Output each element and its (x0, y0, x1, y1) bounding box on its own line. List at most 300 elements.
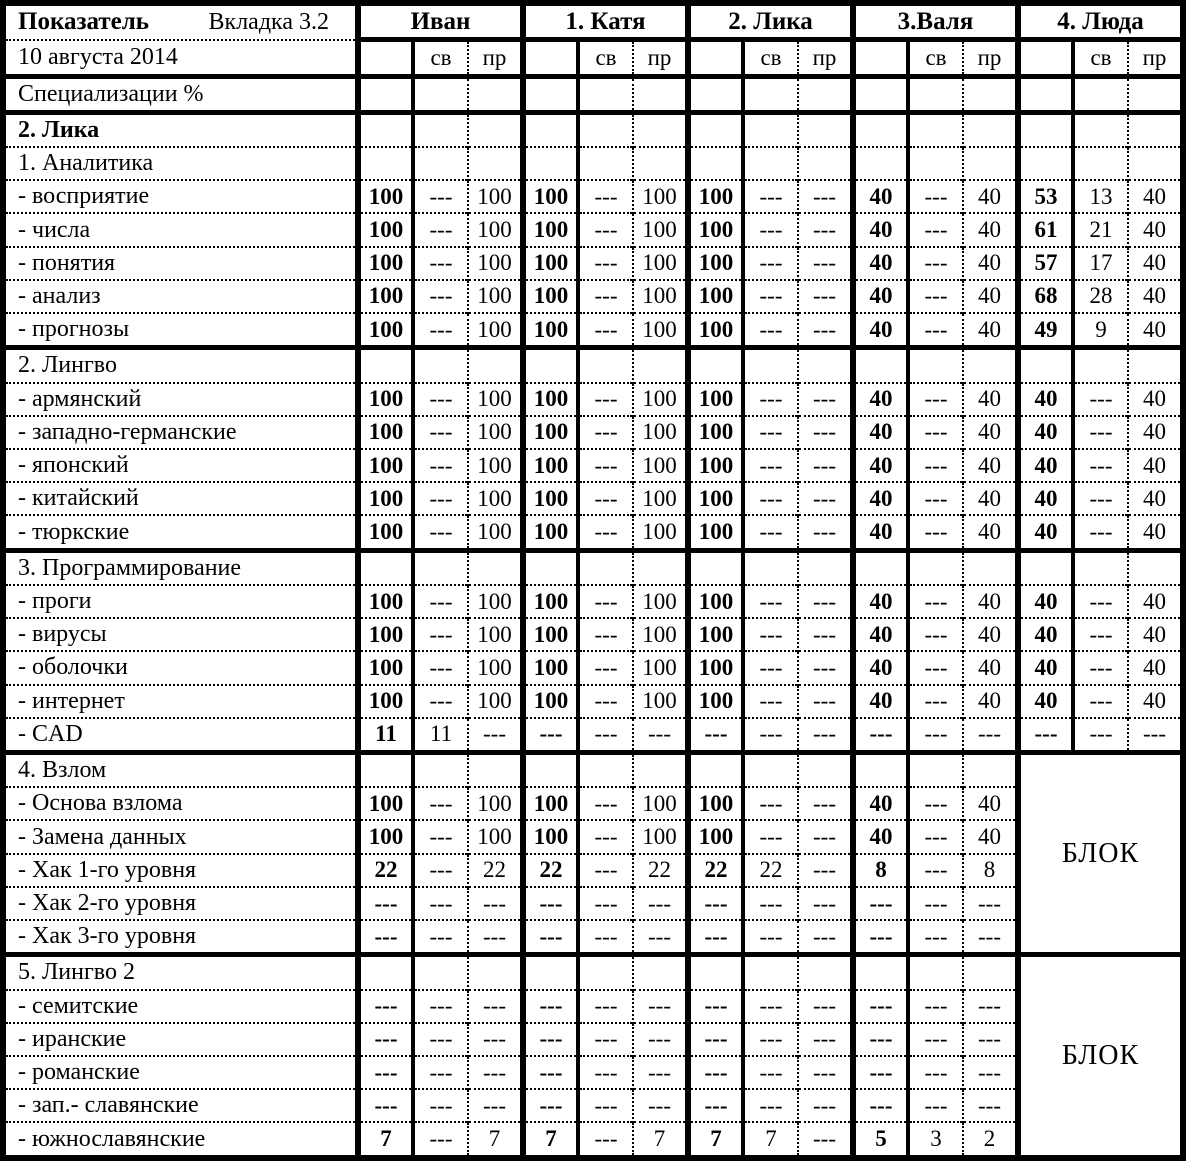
value-cell: --- (908, 990, 963, 1023)
value-cell: 2 (963, 1122, 1018, 1158)
cell (578, 348, 633, 383)
value-cell: --- (743, 180, 798, 213)
value-cell: 40 (853, 247, 908, 280)
value-cell: 100 (358, 213, 413, 246)
value-cell: 40 (853, 515, 908, 550)
value-cell: 40 (853, 313, 908, 348)
cell (743, 753, 798, 788)
cell (413, 550, 468, 585)
value-cell: 40 (1018, 383, 1073, 416)
cell (798, 112, 853, 147)
cell (1128, 76, 1183, 112)
value-cell: --- (908, 280, 963, 313)
value-cell: 100 (468, 515, 523, 550)
value-cell: 40 (853, 651, 908, 684)
specializations-row (3, 76, 1183, 112)
value-cell: --- (798, 482, 853, 515)
value-cell: 100 (688, 313, 743, 348)
value-cell: 100 (523, 515, 578, 550)
value-cell: --- (578, 482, 633, 515)
cell (523, 348, 578, 383)
value-cell: --- (413, 247, 468, 280)
cell (688, 76, 743, 112)
data-row (3, 1089, 1183, 1122)
value-cell: 100 (468, 213, 523, 246)
value-cell: 40 (1018, 618, 1073, 651)
value-cell: --- (798, 787, 853, 820)
value-cell: --- (413, 887, 468, 920)
value-cell: 40 (963, 416, 1018, 449)
value-cell: --- (578, 854, 633, 887)
value-cell: 100 (523, 180, 578, 213)
value-cell: 53 (1018, 180, 1073, 213)
value-cell: 40 (1128, 651, 1183, 684)
cell (523, 112, 578, 147)
value-cell: --- (523, 1056, 578, 1089)
cell (633, 147, 688, 180)
value-cell: --- (853, 920, 908, 955)
value-cell: 40 (1018, 515, 1073, 550)
subcol-main (1018, 40, 1073, 76)
cell (853, 753, 908, 788)
subcol-sv: св (908, 40, 963, 76)
subcol-pr: пр (633, 40, 688, 76)
value-cell: 100 (633, 280, 688, 313)
value-cell: --- (743, 787, 798, 820)
value-cell: --- (633, 887, 688, 920)
value-cell: 21 (1073, 213, 1128, 246)
value-cell: --- (468, 1056, 523, 1089)
value-cell: --- (523, 887, 578, 920)
value-cell: --- (578, 585, 633, 618)
section-title: 4. Взлом (3, 753, 358, 788)
data-row (3, 585, 1183, 618)
value-cell: --- (468, 1089, 523, 1122)
value-cell: --- (798, 685, 853, 718)
value-cell: --- (908, 482, 963, 515)
value-cell: 100 (523, 213, 578, 246)
value-cell: 40 (1128, 618, 1183, 651)
cell (853, 348, 908, 383)
value-cell: --- (743, 280, 798, 313)
value-cell: 100 (633, 313, 688, 348)
value-cell: 40 (853, 383, 908, 416)
value-cell: --- (578, 416, 633, 449)
cell (578, 76, 633, 112)
value-cell: --- (743, 1056, 798, 1089)
value-cell: --- (963, 1023, 1018, 1056)
cell (1018, 76, 1073, 112)
value-cell: --- (798, 1023, 853, 1056)
value-cell: 100 (633, 685, 688, 718)
cell (358, 348, 413, 383)
cell (743, 147, 798, 180)
value-cell: --- (963, 1089, 1018, 1122)
value-cell: --- (413, 854, 468, 887)
value-cell: 7 (468, 1122, 523, 1158)
cell (853, 550, 908, 585)
cell (358, 550, 413, 585)
value-cell: 100 (688, 820, 743, 853)
cell (688, 147, 743, 180)
value-cell: --- (578, 213, 633, 246)
value-cell: --- (908, 854, 963, 887)
value-cell: --- (578, 1056, 633, 1089)
value-cell: 100 (358, 787, 413, 820)
value-cell: 100 (633, 651, 688, 684)
value-cell: 100 (358, 416, 413, 449)
cell (358, 112, 413, 147)
value-cell: 40 (963, 449, 1018, 482)
value-cell: --- (743, 685, 798, 718)
value-cell: --- (688, 1023, 743, 1056)
cell (963, 112, 1018, 147)
value-cell: --- (413, 1122, 468, 1158)
value-cell: --- (908, 449, 963, 482)
cell (413, 76, 468, 112)
value-cell: 100 (523, 787, 578, 820)
value-cell: 7 (688, 1122, 743, 1158)
value-cell: 100 (633, 416, 688, 449)
value-cell: --- (743, 482, 798, 515)
value-cell: --- (413, 515, 468, 550)
value-cell: 13 (1073, 180, 1128, 213)
value-cell: --- (413, 685, 468, 718)
value-cell: 100 (523, 651, 578, 684)
cell (1073, 147, 1128, 180)
value-cell: --- (523, 718, 578, 753)
cell (633, 348, 688, 383)
value-cell: --- (1073, 685, 1128, 718)
cell (908, 753, 963, 788)
value-cell: --- (798, 280, 853, 313)
value-cell: --- (578, 618, 633, 651)
data-row (3, 213, 1183, 246)
row-label: - проги (3, 585, 358, 618)
value-cell: 40 (853, 213, 908, 246)
cell (523, 550, 578, 585)
value-cell: 40 (963, 313, 1018, 348)
value-cell: --- (413, 651, 468, 684)
cell (468, 550, 523, 585)
value-cell: --- (743, 920, 798, 955)
value-cell: 100 (688, 787, 743, 820)
cell (853, 112, 908, 147)
subcol-pr: пр (1128, 40, 1183, 76)
section-title: 5. Лингво 2 (3, 955, 358, 990)
cell (578, 147, 633, 180)
value-cell: 100 (358, 449, 413, 482)
cell (578, 550, 633, 585)
value-cell: --- (908, 1023, 963, 1056)
value-cell: 100 (358, 820, 413, 853)
value-cell: --- (743, 383, 798, 416)
title-cell (3, 3, 358, 40)
value-cell: 8 (963, 854, 1018, 887)
cell (523, 753, 578, 788)
value-cell: --- (578, 247, 633, 280)
cell (798, 76, 853, 112)
value-cell: --- (688, 887, 743, 920)
value-cell: 100 (633, 820, 688, 853)
value-cell: 40 (1128, 313, 1183, 348)
subcol-main (523, 40, 578, 76)
value-cell: --- (578, 1122, 633, 1158)
value-cell: --- (908, 651, 963, 684)
value-cell: --- (798, 1122, 853, 1158)
cell (1018, 550, 1073, 585)
subcol-sv: св (413, 40, 468, 76)
subcol-main (358, 40, 413, 76)
cell (798, 955, 853, 990)
value-cell: 7 (358, 1122, 413, 1158)
cell (523, 147, 578, 180)
row-label: - семитские (3, 990, 358, 1023)
value-cell: 40 (963, 618, 1018, 651)
value-cell: --- (578, 313, 633, 348)
data-row (3, 651, 1183, 684)
value-cell: 100 (688, 213, 743, 246)
row-label: - CAD (3, 718, 358, 753)
cell (358, 147, 413, 180)
value-cell: 5 (853, 1122, 908, 1158)
cell (743, 348, 798, 383)
value-cell: --- (413, 1056, 468, 1089)
value-cell: 40 (1128, 383, 1183, 416)
value-cell: --- (908, 787, 963, 820)
block-cell: БЛОК (1018, 753, 1183, 955)
value-cell: 22 (688, 854, 743, 887)
value-cell: --- (1073, 416, 1128, 449)
value-cell: --- (633, 718, 688, 753)
section-title: 1. Аналитика (3, 147, 358, 180)
value-cell: --- (798, 990, 853, 1023)
cell (908, 112, 963, 147)
cell (798, 348, 853, 383)
cell (963, 348, 1018, 383)
value-cell: --- (908, 887, 963, 920)
value-cell: 40 (1128, 213, 1183, 246)
cell (798, 753, 853, 788)
person-header-lika: 2. Лика (688, 3, 853, 40)
row-label: - понятия (3, 247, 358, 280)
value-cell: 9 (1073, 313, 1128, 348)
value-cell: 7 (743, 1122, 798, 1158)
value-cell: --- (743, 449, 798, 482)
value-cell: --- (853, 1089, 908, 1122)
value-cell: --- (798, 383, 853, 416)
data-row (3, 1056, 1183, 1089)
date-cell: 10 августа 2014 (3, 40, 358, 76)
value-cell: --- (743, 515, 798, 550)
value-cell: --- (1018, 718, 1073, 753)
cell (1073, 76, 1128, 112)
value-cell: --- (798, 920, 853, 955)
value-cell: 100 (358, 685, 413, 718)
value-cell: 40 (963, 585, 1018, 618)
value-cell: 100 (633, 515, 688, 550)
row-label: - анализ (3, 280, 358, 313)
row-label: - южнославянские (3, 1122, 358, 1158)
value-cell: 100 (358, 280, 413, 313)
value-cell: --- (413, 1089, 468, 1122)
value-cell: 100 (688, 383, 743, 416)
cell (1018, 348, 1073, 383)
data-row (3, 180, 1183, 213)
value-cell: --- (523, 1023, 578, 1056)
data-row (3, 990, 1183, 1023)
cell (413, 753, 468, 788)
value-cell: 100 (688, 482, 743, 515)
value-cell: --- (853, 990, 908, 1023)
value-cell: 40 (853, 180, 908, 213)
row-label: - Хак 3-го уровня (3, 920, 358, 955)
data-row (3, 787, 1183, 820)
value-cell: 100 (358, 515, 413, 550)
value-cell: 100 (468, 651, 523, 684)
cell (633, 955, 688, 990)
value-cell: --- (908, 213, 963, 246)
section-header-row (3, 147, 1183, 180)
value-cell: 40 (1128, 482, 1183, 515)
value-cell: 40 (1018, 685, 1073, 718)
value-cell: 100 (523, 383, 578, 416)
row-label: - числа (3, 213, 358, 246)
data-row (3, 383, 1183, 416)
cell (358, 753, 413, 788)
value-cell: --- (908, 820, 963, 853)
value-cell: 28 (1073, 280, 1128, 313)
value-cell: --- (743, 990, 798, 1023)
cell (468, 147, 523, 180)
value-cell: 100 (468, 820, 523, 853)
cell (1018, 112, 1073, 147)
value-cell: --- (963, 718, 1018, 753)
value-cell: 100 (468, 247, 523, 280)
value-cell: 100 (633, 247, 688, 280)
value-cell: --- (523, 920, 578, 955)
value-cell: 100 (468, 416, 523, 449)
value-cell: --- (1073, 618, 1128, 651)
value-cell: --- (413, 618, 468, 651)
value-cell: --- (413, 416, 468, 449)
value-cell: 100 (633, 180, 688, 213)
row-label: - иранские (3, 1023, 358, 1056)
value-cell: 40 (1128, 585, 1183, 618)
value-cell: --- (963, 990, 1018, 1023)
cell (963, 753, 1018, 788)
value-cell: --- (358, 1023, 413, 1056)
value-cell: --- (468, 920, 523, 955)
section-header-row (3, 348, 1183, 383)
value-cell: --- (743, 213, 798, 246)
cell (853, 147, 908, 180)
subcol-main (688, 40, 743, 76)
value-cell: --- (413, 280, 468, 313)
subcol-sv: св (578, 40, 633, 76)
data-row (3, 854, 1183, 887)
value-cell: 40 (1018, 585, 1073, 618)
value-cell: 100 (468, 787, 523, 820)
value-cell: 40 (1128, 416, 1183, 449)
value-cell: --- (578, 820, 633, 853)
value-cell: --- (1128, 718, 1183, 753)
value-cell: 100 (468, 482, 523, 515)
row-label: - романские (3, 1056, 358, 1089)
subcol-sv: св (743, 40, 798, 76)
section-title: 2. Лингво (3, 348, 358, 383)
value-cell: --- (798, 449, 853, 482)
cell (523, 76, 578, 112)
cell (633, 76, 688, 112)
value-cell: --- (523, 1089, 578, 1122)
cell (633, 753, 688, 788)
block-cell: БЛОК (1018, 955, 1183, 1158)
data-row (3, 313, 1183, 348)
value-cell: --- (908, 247, 963, 280)
cell (1128, 550, 1183, 585)
value-cell: --- (743, 416, 798, 449)
value-cell: --- (688, 1089, 743, 1122)
cell (468, 955, 523, 990)
value-cell: 100 (688, 449, 743, 482)
value-cell: --- (413, 585, 468, 618)
cell (798, 550, 853, 585)
value-cell: 40 (963, 482, 1018, 515)
value-cell: --- (798, 180, 853, 213)
value-cell: 40 (853, 585, 908, 618)
value-cell: 40 (963, 247, 1018, 280)
value-cell: 57 (1018, 247, 1073, 280)
value-cell: 40 (853, 280, 908, 313)
value-cell: --- (908, 618, 963, 651)
value-cell: --- (468, 990, 523, 1023)
value-cell: --- (688, 1056, 743, 1089)
value-cell: 100 (358, 180, 413, 213)
value-cell: 40 (1018, 449, 1073, 482)
value-cell: 49 (1018, 313, 1073, 348)
value-cell: 100 (468, 585, 523, 618)
data-row (3, 482, 1183, 515)
person-header-ivan: Иван (358, 3, 523, 40)
value-cell: --- (798, 887, 853, 920)
value-cell: --- (908, 1056, 963, 1089)
value-cell: 100 (688, 416, 743, 449)
value-cell: --- (413, 383, 468, 416)
cell (1128, 112, 1183, 147)
cell (413, 955, 468, 990)
value-cell: 3 (908, 1122, 963, 1158)
cell (743, 550, 798, 585)
value-cell: 40 (963, 213, 1018, 246)
value-cell: --- (798, 820, 853, 853)
value-cell: 100 (468, 280, 523, 313)
row-label: - армянский (3, 383, 358, 416)
value-cell: 100 (468, 180, 523, 213)
value-cell: 40 (1018, 416, 1073, 449)
value-cell: --- (633, 1056, 688, 1089)
data-row (3, 920, 1183, 955)
value-cell: 100 (633, 383, 688, 416)
value-cell: --- (853, 718, 908, 753)
data-row (3, 618, 1183, 651)
value-cell: 100 (688, 651, 743, 684)
cell (963, 550, 1018, 585)
row-label: - зап.- славянские (3, 1089, 358, 1122)
value-cell: 100 (358, 618, 413, 651)
value-cell: --- (798, 313, 853, 348)
value-cell: --- (798, 718, 853, 753)
